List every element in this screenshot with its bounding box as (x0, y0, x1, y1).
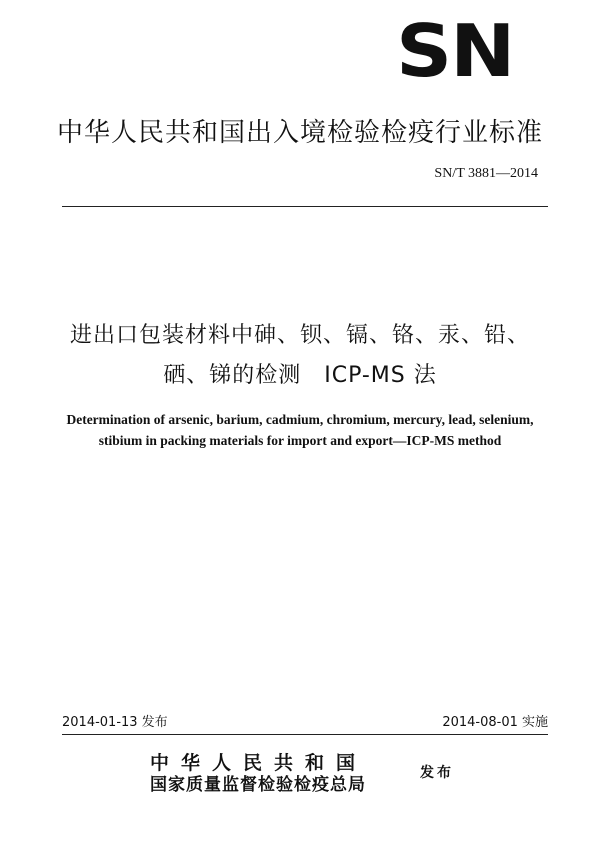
title-en-line-2: stibium in packing materials for import and export—ICP-MS method (98, 433, 502, 448)
standard-code: SN/T 3881—2014 (434, 166, 538, 181)
issue-date: 2014-01-13 发布 (62, 715, 168, 730)
sn-logo: SN (396, 10, 514, 94)
title-en-line-1: Determination of arsenic, barium, cadmium, chromium, mercury, lead, selenium, (66, 412, 534, 427)
title-zh-line-2: 硒、锑的检测 ICP-MS 法 (163, 363, 437, 388)
implementation-date: 2014-08-01 实施 (442, 715, 548, 730)
title-zh-line-1: 进出口包装材料中砷、钡、镉、铬、汞、铅、 (69, 323, 530, 348)
issuer-agency: 国家质量监督检验检疫总局 (150, 775, 366, 795)
release-label: 发布 (420, 765, 454, 781)
issuer-country: 中华人民共和国 (150, 752, 368, 774)
footer-divider (62, 734, 548, 735)
header-divider (62, 206, 548, 207)
org-title: 中华人民共和国出入境检验检疫行业标准 (56, 118, 543, 148)
